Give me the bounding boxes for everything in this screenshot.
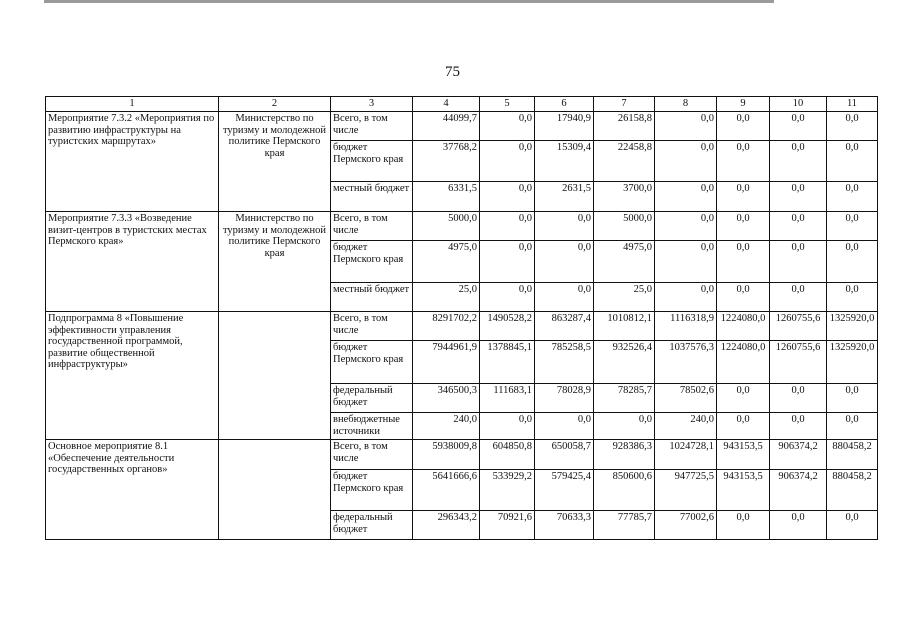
value-cell: 8291702,2: [413, 312, 480, 341]
value-cell: 0,0: [770, 241, 827, 283]
value-cell: 0,0: [827, 283, 878, 312]
value-cell: 0,0: [717, 511, 770, 540]
value-cell: 0,0: [827, 511, 878, 540]
value-cell: 25,0: [413, 283, 480, 312]
value-cell: 0,0: [770, 384, 827, 413]
funding-source: бюджет Пермского края: [331, 341, 413, 384]
value-cell: 0,0: [535, 212, 594, 241]
value-cell: 906374,2: [770, 470, 827, 511]
value-cell: 850600,6: [594, 470, 655, 511]
value-cell: 604850,8: [480, 440, 535, 470]
header-cell: 1: [46, 97, 219, 112]
value-cell: 0,0: [717, 112, 770, 141]
activity-name: Мероприятие 7.3.2 «Мероприятия по развитию инфраструктуры на туристских маршрутах»: [46, 112, 219, 212]
value-cell: 5641666,6: [413, 470, 480, 511]
value-cell: 77002,6: [655, 511, 717, 540]
value-cell: 0,0: [480, 112, 535, 141]
value-cell: 0,0: [480, 182, 535, 212]
header-cell: 2: [219, 97, 331, 112]
value-cell: 863287,4: [535, 312, 594, 341]
value-cell: 1037576,3: [655, 341, 717, 384]
value-cell: 880458,2: [827, 470, 878, 511]
header-cell: 5: [480, 97, 535, 112]
value-cell: 5000,0: [413, 212, 480, 241]
value-cell: 44099,7: [413, 112, 480, 141]
value-cell: 0,0: [655, 182, 717, 212]
value-cell: 0,0: [717, 141, 770, 182]
value-cell: 650058,7: [535, 440, 594, 470]
value-cell: 5000,0: [594, 212, 655, 241]
value-cell: 17940,9: [535, 112, 594, 141]
value-cell: 2631,5: [535, 182, 594, 212]
value-cell: 0,0: [827, 413, 878, 440]
value-cell: 785258,5: [535, 341, 594, 384]
value-cell: 0,0: [655, 283, 717, 312]
header-cell: 8: [655, 97, 717, 112]
value-cell: 0,0: [535, 283, 594, 312]
funding-source: местный бюджет: [331, 283, 413, 312]
funding-source: местный бюджет: [331, 182, 413, 212]
header-cell: 11: [827, 97, 878, 112]
value-cell: 0,0: [827, 241, 878, 283]
value-cell: 947725,5: [655, 470, 717, 511]
funding-source: бюджет Пермского края: [331, 141, 413, 182]
header-cell: 3: [331, 97, 413, 112]
header-cell: 9: [717, 97, 770, 112]
value-cell: 0,0: [655, 141, 717, 182]
value-cell: 77785,7: [594, 511, 655, 540]
value-cell: 3700,0: [594, 182, 655, 212]
value-cell: 1260755,6: [770, 341, 827, 384]
value-cell: 932526,4: [594, 341, 655, 384]
funding-source: бюджет Пермского края: [331, 241, 413, 283]
executor-name: Министерство по туризму и молодежной политике Пермского края: [219, 112, 331, 212]
funding-source: Всего, в том числе: [331, 112, 413, 141]
value-cell: 1224080,0: [717, 341, 770, 384]
value-cell: 928386,3: [594, 440, 655, 470]
activity-name: Мероприятие 7.3.3 «Возведение визит-центров в туристских местах Пермского края»: [46, 212, 219, 312]
value-cell: 240,0: [655, 413, 717, 440]
funding-source: федеральный бюджет: [331, 384, 413, 413]
funding-source: внебюджетные источники: [331, 413, 413, 440]
table-row: [46, 440, 878, 470]
value-cell: 0,0: [655, 112, 717, 141]
funding-source: бюджет Пермского края: [331, 470, 413, 511]
value-cell: 0,0: [655, 212, 717, 241]
value-cell: 1116318,9: [655, 312, 717, 341]
value-cell: 15309,4: [535, 141, 594, 182]
value-cell: 0,0: [480, 283, 535, 312]
value-cell: 240,0: [413, 413, 480, 440]
value-cell: 0,0: [827, 384, 878, 413]
table-row: [46, 312, 878, 341]
value-cell: 0,0: [655, 241, 717, 283]
value-cell: 943153,5: [717, 470, 770, 511]
value-cell: 1378845,1: [480, 341, 535, 384]
funding-source: Всего, в том числе: [331, 312, 413, 341]
value-cell: 0,0: [717, 182, 770, 212]
value-cell: 0,0: [535, 241, 594, 283]
value-cell: 0,0: [770, 511, 827, 540]
value-cell: 0,0: [717, 241, 770, 283]
funding-source: Всего, в том числе: [331, 212, 413, 241]
value-cell: 0,0: [827, 141, 878, 182]
value-cell: 1024728,1: [655, 440, 717, 470]
value-cell: 0,0: [827, 212, 878, 241]
budget-table: [45, 96, 878, 540]
value-cell: 0,0: [480, 141, 535, 182]
value-cell: 1010812,1: [594, 312, 655, 341]
value-cell: 78028,9: [535, 384, 594, 413]
table-row: [46, 112, 878, 141]
value-cell: 25,0: [594, 283, 655, 312]
value-cell: 111683,1: [480, 384, 535, 413]
value-cell: 0,0: [770, 413, 827, 440]
value-cell: 906374,2: [770, 440, 827, 470]
header-row: [46, 97, 878, 112]
value-cell: 0,0: [770, 182, 827, 212]
activity-name: Основное мероприятие 8.1 «Обеспечение деятельности государственных органов»: [46, 440, 219, 540]
value-cell: 5938009,8: [413, 440, 480, 470]
value-cell: 880458,2: [827, 440, 878, 470]
funding-source: федеральный бюджет: [331, 511, 413, 540]
page-number: 75: [445, 64, 460, 80]
value-cell: 70921,6: [480, 511, 535, 540]
value-cell: 1224080,0: [717, 312, 770, 341]
value-cell: 346500,3: [413, 384, 480, 413]
executor-name: [219, 312, 331, 440]
value-cell: 0,0: [770, 141, 827, 182]
value-cell: 0,0: [827, 112, 878, 141]
value-cell: 0,0: [480, 241, 535, 283]
value-cell: 1490528,2: [480, 312, 535, 341]
value-cell: 0,0: [717, 283, 770, 312]
value-cell: 4975,0: [413, 241, 480, 283]
value-cell: 0,0: [717, 384, 770, 413]
scan-top-edge: [44, 0, 774, 3]
value-cell: 579425,4: [535, 470, 594, 511]
value-cell: 0,0: [480, 413, 535, 440]
value-cell: 0,0: [770, 112, 827, 141]
value-cell: 296343,2: [413, 511, 480, 540]
value-cell: 943153,5: [717, 440, 770, 470]
value-cell: 533929,2: [480, 470, 535, 511]
value-cell: 6331,5: [413, 182, 480, 212]
value-cell: 7944961,9: [413, 341, 480, 384]
value-cell: 4975,0: [594, 241, 655, 283]
executor-name: Министерство по туризму и молодежной политике Пермского края: [219, 212, 331, 312]
value-cell: 0,0: [480, 212, 535, 241]
value-cell: 1325920,0: [827, 341, 878, 384]
funding-source: Всего, в том числе: [331, 440, 413, 470]
value-cell: 0,0: [594, 413, 655, 440]
value-cell: 26158,8: [594, 112, 655, 141]
value-cell: 78502,6: [655, 384, 717, 413]
activity-name: Подпрограмма 8 «Повышение эффективности управления государственной программой, развитие общественной инфраструктуры»: [46, 312, 219, 440]
table-body: [46, 112, 878, 540]
value-cell: 1260755,6: [770, 312, 827, 341]
header-cell: 10: [770, 97, 827, 112]
header-cell: 4: [413, 97, 480, 112]
header-cell: 6: [535, 97, 594, 112]
executor-name: [219, 440, 331, 540]
value-cell: 22458,8: [594, 141, 655, 182]
header-cell: 7: [594, 97, 655, 112]
value-cell: 0,0: [827, 182, 878, 212]
value-cell: 0,0: [770, 212, 827, 241]
value-cell: 78285,7: [594, 384, 655, 413]
value-cell: 37768,2: [413, 141, 480, 182]
value-cell: 0,0: [717, 212, 770, 241]
table-row: [46, 212, 878, 241]
value-cell: 0,0: [770, 283, 827, 312]
value-cell: 0,0: [717, 413, 770, 440]
value-cell: 0,0: [535, 413, 594, 440]
value-cell: 1325920,0: [827, 312, 878, 341]
value-cell: 70633,3: [535, 511, 594, 540]
